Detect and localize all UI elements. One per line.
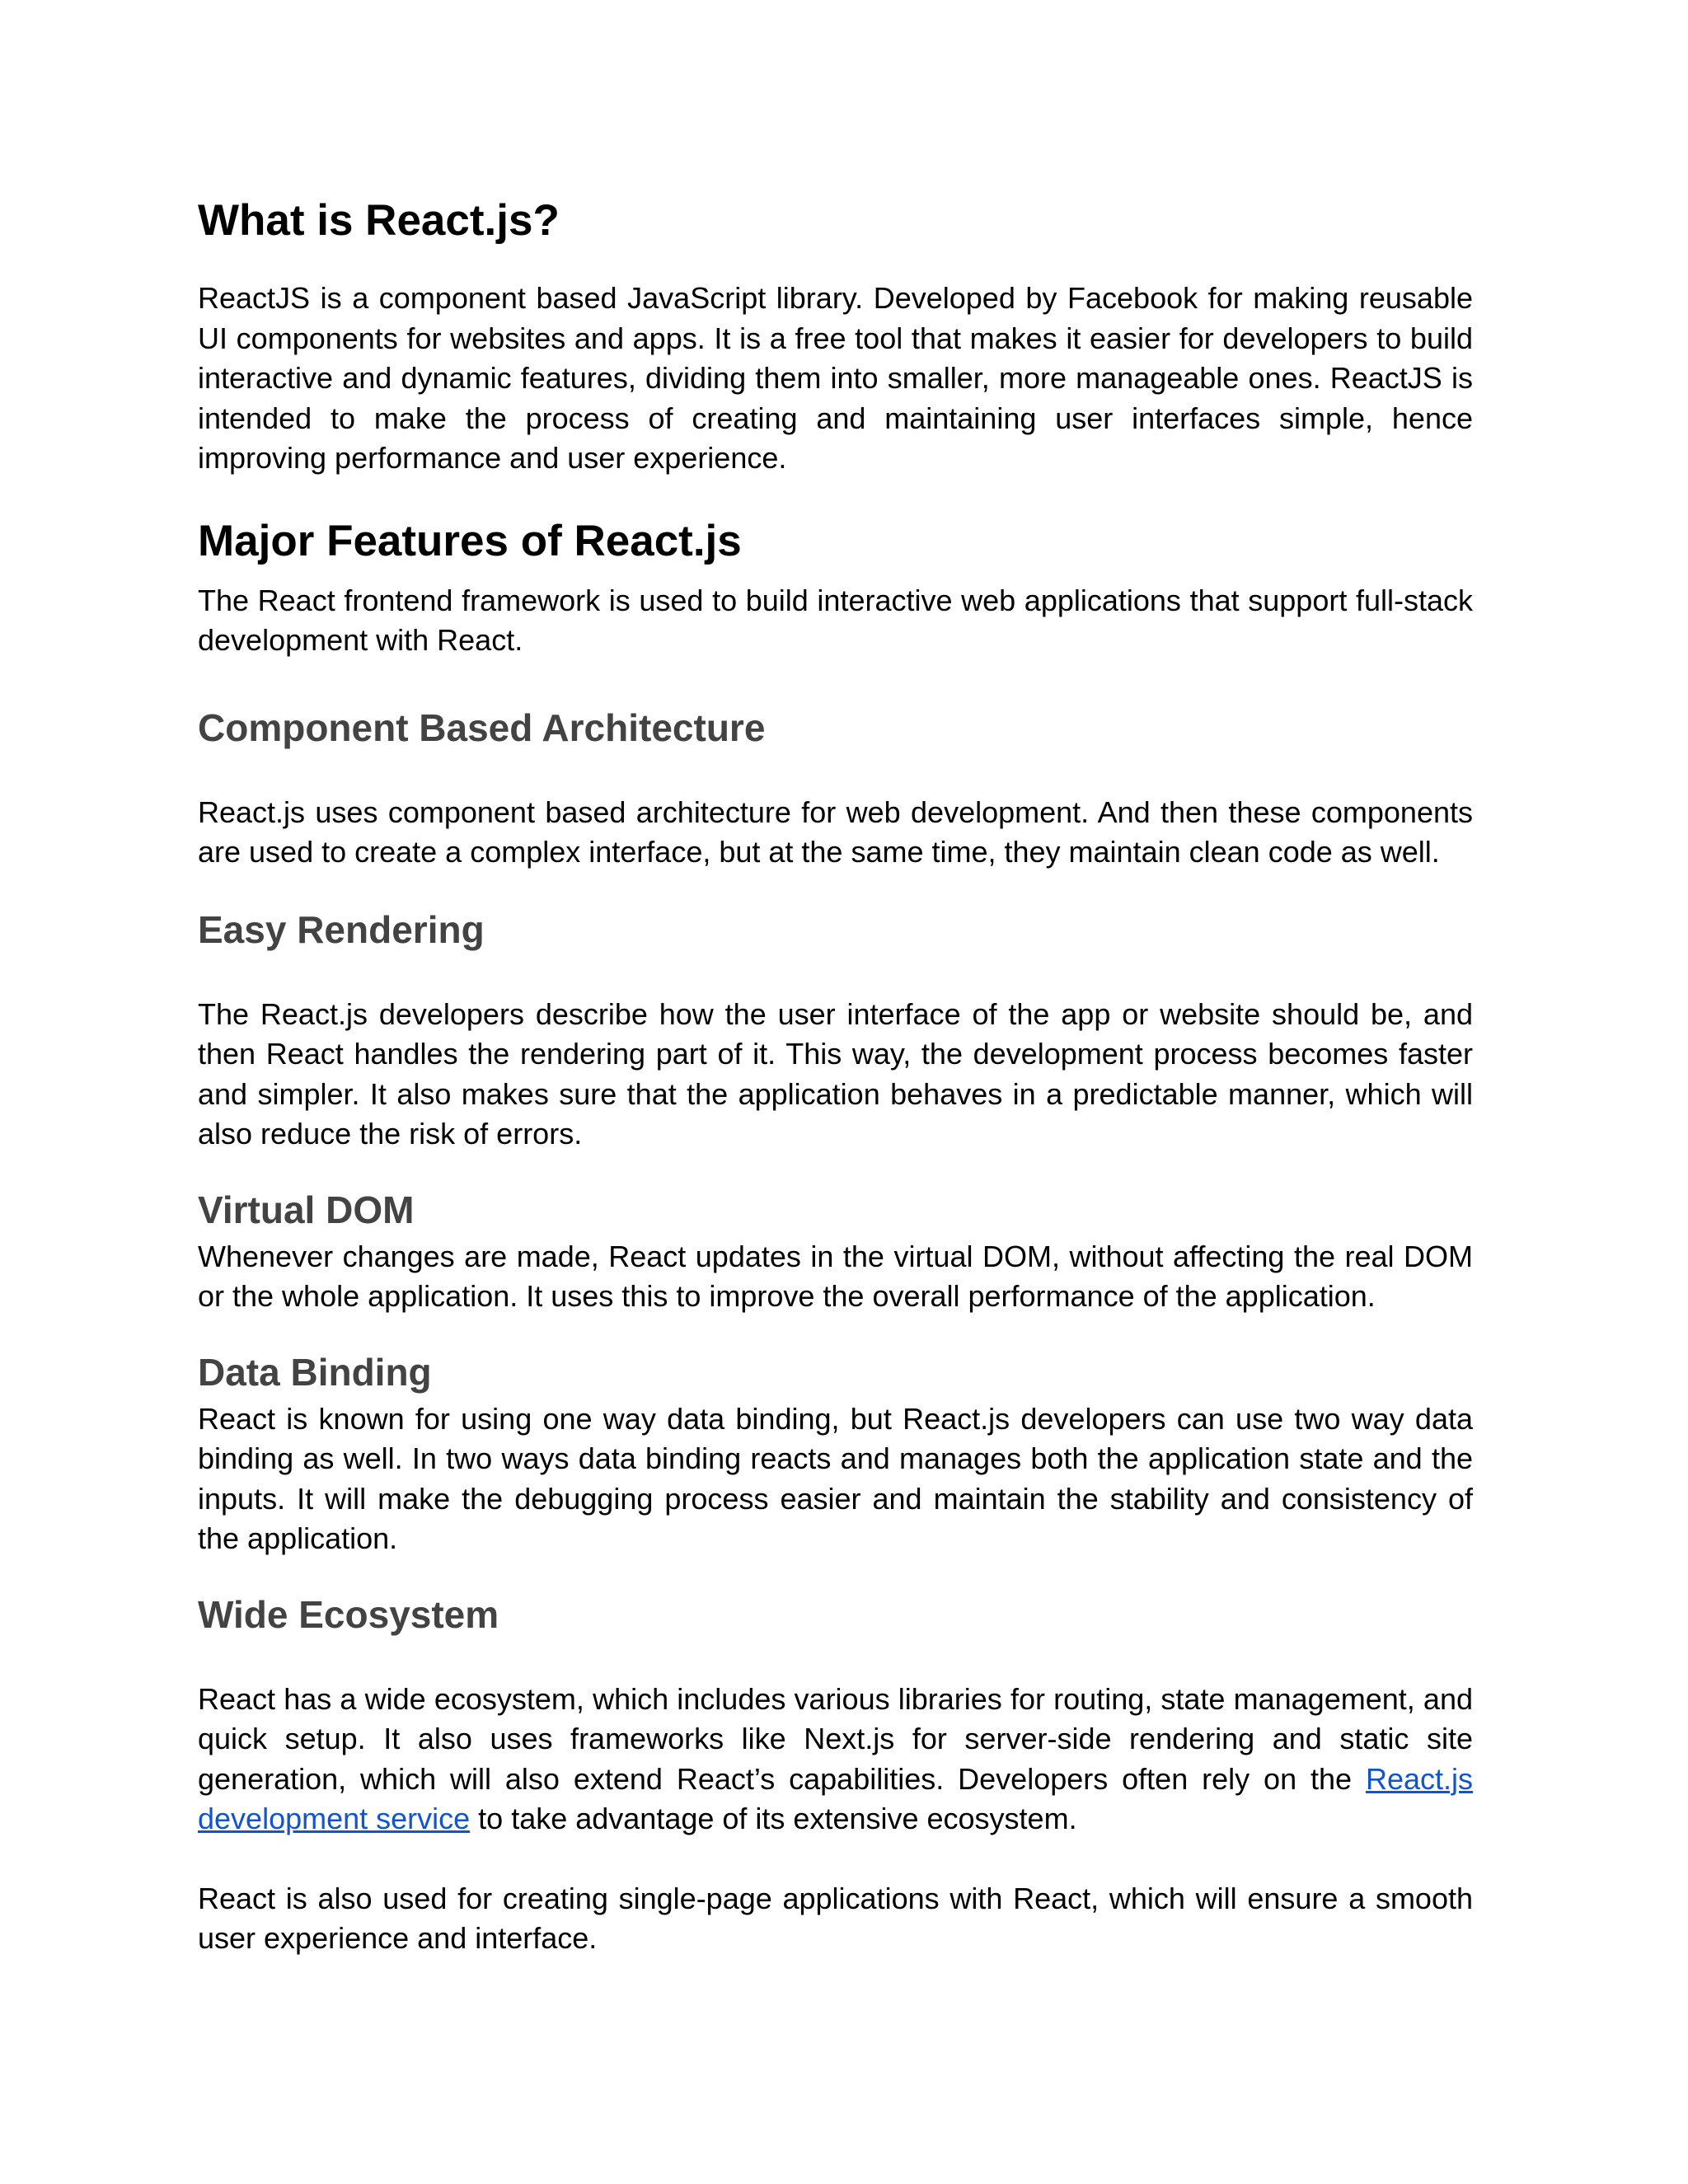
features-intro-paragraph: The React frontend framework is used to build interactive web applications that support full-stack development with React. [198, 583, 1473, 657]
react-development-service-link[interactable]: React.js development service [198, 1761, 1473, 1835]
virtual-dom-paragraph: Whenever changes are made, React updates in the virtual DOM, without affecting the real DOM or the whole application. It uses this to improve the overall performance of the application. [198, 1239, 1473, 1313]
ecosystem-text-after-link: to take advantage of its extensive ecosystem. [470, 1802, 1077, 1835]
closing-paragraph: React is also used for creating single-page applications with React, which will ensure a smooth user experience and interface. [198, 1881, 1473, 1955]
features-heading: Major Features of React.js [198, 516, 742, 565]
data-binding-paragraph: React is known for using one way data binding, but React.js developers can use two way data binding as well. In two ways data binding reacts and manages both the application state and the inputs. It will make the debugging process easier and maintain the stability and consistency of the application. [198, 1401, 1473, 1555]
ecosystem-text-before-link: React has a wide ecosystem, which includes various libraries for routing, state management, and quick setup. It also uses frameworks like Next.js for server-side rendering and static site generation, which will also extend React’s capabilities. Developers often rely on the [198, 1681, 1473, 1796]
wide-ecosystem-paragraph [198, 1680, 1473, 1840]
easy-rendering-paragraph: The React.js developers describe how the user interface of the app or website should be, and then React handles the rendering part of it. This way, the development process becomes faster and simpler. It also makes sure that the application behaves in a predictable manner, which will also reduce the risk of errors. [198, 996, 1473, 1151]
intro-paragraph: ReactJS is a component based JavaScript library. Developed by Facebook for making reusable UI components for websites and apps. It is a free tool that makes it easier for developers to build interactive and dynamic features, dividing them into smaller, more manageable ones. ReactJS is intended to make the process of creating and maintaining user interfaces simple, hence improving performance and user experience. [198, 281, 1473, 475]
data-binding-heading: Data Binding [198, 1350, 432, 1394]
easy-rendering-heading: Easy Rendering [198, 907, 485, 951]
page-title: What is React.js? [198, 196, 560, 245]
component-architecture-heading: Component Based Architecture [198, 705, 766, 749]
document-page [198, 196, 1473, 1959]
wide-ecosystem-heading: Wide Ecosystem [198, 1592, 499, 1636]
virtual-dom-heading: Virtual DOM [198, 1188, 415, 1231]
component-architecture-paragraph: React.js uses component based architecture for web development. And then these components are used to create a complex interface, but at the same time, they maintain clean code as well. [198, 794, 1473, 869]
